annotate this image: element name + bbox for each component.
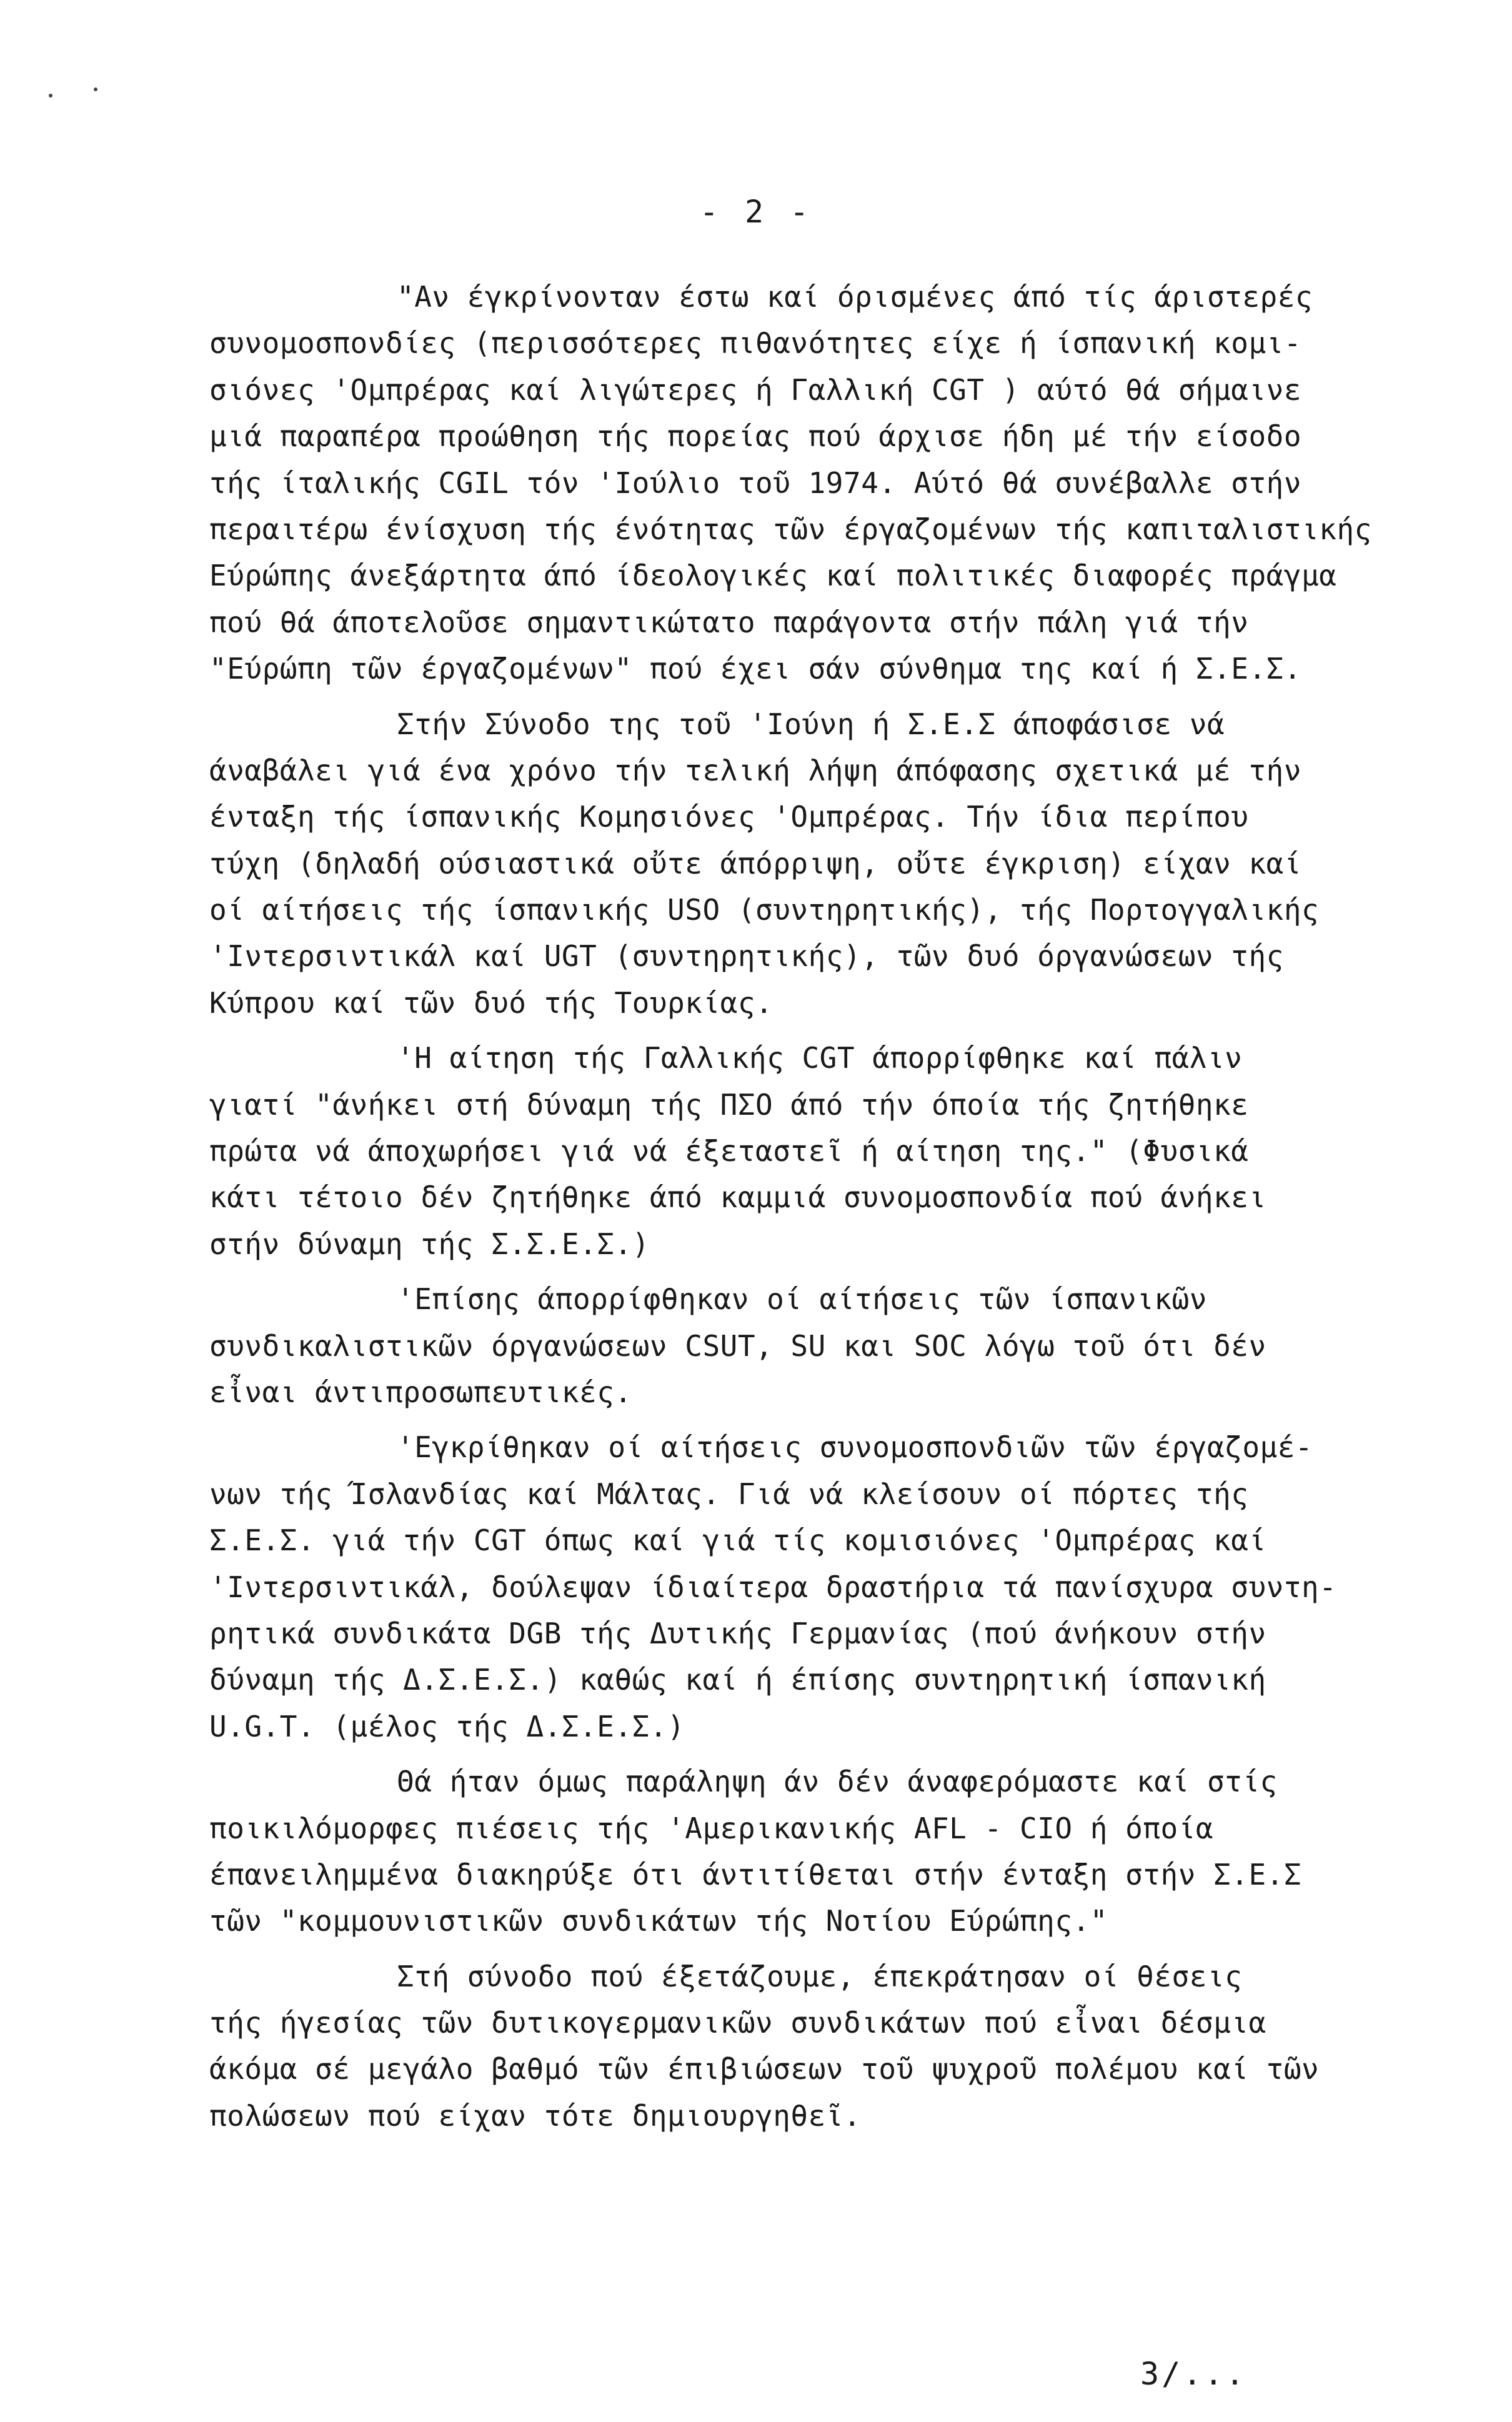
- text-line: νων τής Ίσλανδίας καί Μάλτας. Γιά νά κλείσουν οί πόρτες τής: [209, 1477, 1249, 1511]
- text-line: ποικιλόμορφες πιέσεις τής 'Αμερικανικής AFL - CIO ή όποία: [209, 1811, 1214, 1845]
- continuation-marker: 3/...: [1140, 2356, 1247, 2392]
- text-line: τής ήγεσίας τῶν δυτικογερμανικῶν συνδικάτων πού εἶναι δέσμια: [209, 2006, 1266, 2040]
- paragraph-2: [209, 701, 1484, 1027]
- text-line: συνομοσπονδίες (περισσότερες πιθανότητες είχε ή ίσπανική κομι-: [209, 326, 1302, 361]
- text-line: ρητικά συνδικάτα DGB τής Δυτικής Γερμανίας (πού άνήκουν στήν: [209, 1616, 1266, 1650]
- text-line: ένταξη τής ίσπανικής Κομησιόνες 'Ομπρέρας. Τήν ίδια περίπου: [209, 800, 1249, 834]
- text-line: πολώσεων πού είχαν τότε δημιουργηθεῖ.: [209, 2098, 862, 2133]
- text-line: Κύπρου καί τῶν δυό τής Τουρκίας.: [209, 985, 773, 1020]
- text-line: 'Ιντερσιντικάλ, δούλεψαν ίδιαίτερα δραστήρια τά πανίσχυρα συντη-: [209, 1570, 1337, 1604]
- text-line: τῶν "κομμουνιστικῶν συνδικάτων τής Νοτίου Εύρώπης.": [209, 1904, 1108, 1938]
- text-line: 'Εγκρίθηκαν οί αίτήσεις συνομοσπονδιῶν τῶν έργαζομέ-: [397, 1430, 1313, 1465]
- text-line: 'Επίσης άπορρίφθηκαν οί αίτήσεις τῶν ίσπανικῶν: [397, 1282, 1207, 1317]
- text-line: Εύρώπης άνεξάρτητα άπό ίδεολογικές καί πολιτικές διαφορές πράγμα: [209, 559, 1337, 593]
- text-line: τής ίταλικής CGIL τόν 'Ιούλιο τοῦ 1974. Αύτό θά συνέβαλλε στήν: [209, 466, 1302, 500]
- text-line: οί αίτήσεις τής ίσπανικής USO (συντηρητικής), τής Πορτογγαλικής: [209, 893, 1320, 927]
- text-line: έπανειλημμένα διακηρύξε ότι άντιτίθεται στήν ένταξη στήν Σ.Ε.Σ: [209, 1857, 1302, 1891]
- text-line: Σ.Ε.Σ. γιά τήν CGT όπως καί γιά τίς κομισιόνες 'Ομπρέρας καί: [209, 1523, 1266, 1558]
- text-line: "Αν έγκρίνονταν έστω καί όρισμένες άπό τίς άριστερές: [397, 280, 1313, 314]
- text-line: πρώτα νά άποχωρήσει γιά νά έξεταστεῖ ή αίτηση της." (Φυσικά: [209, 1134, 1249, 1169]
- text-line: στήν δύναμη τής Σ.Σ.Ε.Σ.): [209, 1227, 650, 1261]
- text-line: U.G.T. (μέλος τής Δ.Σ.Ε.Σ.): [209, 1709, 685, 1743]
- document-body: [209, 274, 1484, 2139]
- text-line: 'Ιντερσιντικάλ καί UGT (συντηρητικής), τῶν δυό όργανώσεων τής: [209, 939, 1284, 974]
- text-line: 'Η αίτηση τής Γαλλικής CGT άπορρίφθηκε καί πάλιν: [397, 1041, 1243, 1075]
- paragraph-7: [209, 1953, 1484, 2140]
- text-line: δύναμη τής Δ.Σ.Ε.Σ.) καθώς καί ή έπίσης συντηρητική ίσπανική: [209, 1663, 1266, 1697]
- text-line: πού θά άποτελοῦσε σημαντικώτατο παράγοντα στήν πάλη γιά τήν: [209, 605, 1249, 639]
- text-line: τύχη (δηλαδή ούσιαστικά οὔτε άπόρριψη, οὔτε έγκριση) είχαν καί: [209, 846, 1302, 880]
- text-line: Στήν Σύνοδο της τοῦ 'Ιούνη ή Σ.Ε.Σ άποφάσισε νά: [397, 707, 1225, 741]
- text-line: Στή σύνοδο πού έξετάζουμε, έπεκράτησαν οί θέσεις: [397, 1959, 1243, 1993]
- paragraph-3: [209, 1035, 1484, 1267]
- paragraph-6: [209, 1758, 1484, 1945]
- text-line: Θά ήταν όμως παράληψη άν δέν άναφερόμαστε καί στίς: [397, 1765, 1278, 1799]
- text-line: εἶναι άντιπροσωπευτικές.: [209, 1375, 632, 1409]
- text-line: γιατί "άνήκει στή δύναμη τής ΠΣΟ άπό τήν όποία τής ζητήθηκε: [209, 1087, 1249, 1122]
- text-line: περαιτέρω ένίσχυση τής ένότητας τῶν έργαζομένων τής καπιταλιστικής: [209, 512, 1372, 546]
- text-line: "Εύρώπη τῶν έργαζομένων" πού έχει σάν σύνθημα της καί ή Σ.Ε.Σ.: [209, 652, 1302, 686]
- text-line: άκόμα σέ μεγάλο βαθμό τῶν έπιβιώσεων τοῦ ψυχροῦ πολέμου καί τῶν: [209, 2052, 1320, 2086]
- text-line: μιά παραπέρα προώθηση τής πορείας πού άρχισε ήδη μέ τήν είσοδο: [209, 419, 1302, 454]
- text-line: άναβάλει γιά ένα χρόνο τήν τελική λήψη άπόφασης σχετικά μέ τήν: [209, 753, 1302, 787]
- text-line: κάτι τέτοιο δέν ζητήθηκε άπό καμμιά συνομοσπονδία πού άνήκει: [209, 1180, 1266, 1215]
- paragraph-1: [209, 274, 1484, 692]
- scan-speck: [94, 87, 97, 91]
- text-line: σιόνες 'Ομπρέρας καί λιγώτερες ή Γαλλική CGT ) αύτό θά σήμαινε: [209, 372, 1302, 407]
- scan-speck: [49, 94, 52, 97]
- text-line: συνδικαλιστικῶν όργανώσεων CSUT, SU και SOC λόγω τοῦ ότι δέν: [209, 1328, 1266, 1363]
- page-number: - 2 -: [699, 194, 813, 230]
- paragraph-4: [209, 1276, 1484, 1415]
- paragraph-5: [209, 1424, 1484, 1750]
